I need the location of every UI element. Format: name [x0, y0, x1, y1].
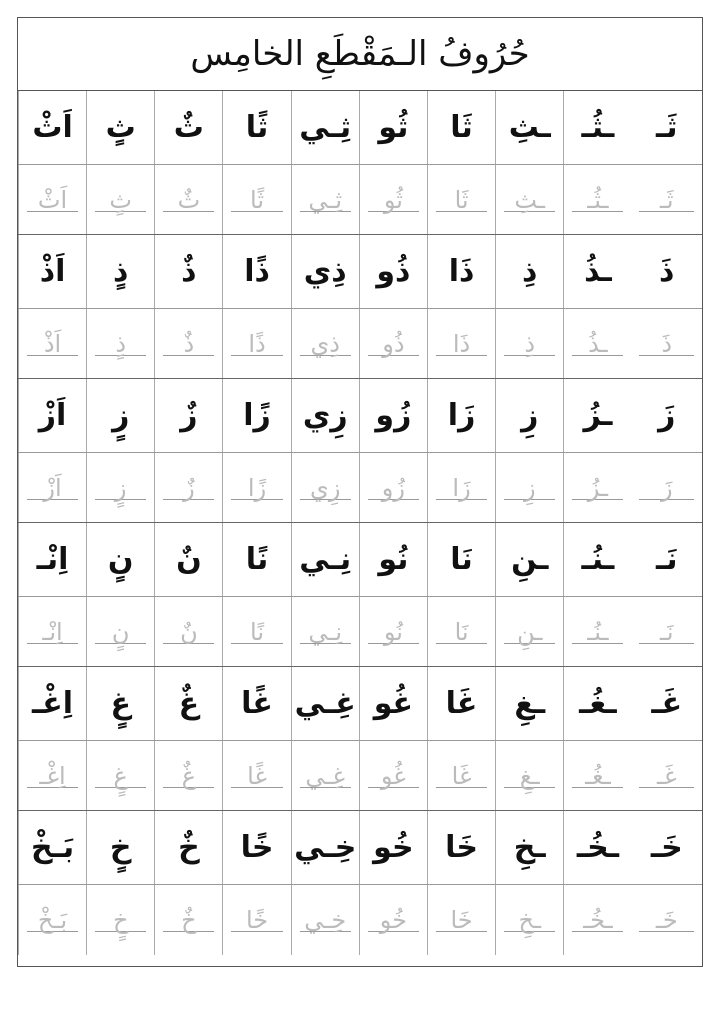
letter-cell: ذَ — [659, 254, 675, 289]
letter-cell: زَا — [427, 379, 495, 452]
tracing-cell — [154, 309, 222, 378]
letter-cell: ذَا — [427, 235, 495, 308]
letter-cell: اَذْ — [18, 235, 86, 308]
letter-cell: ذِي — [291, 235, 359, 308]
dotted-trace-text: نَـ — [659, 617, 674, 646]
tracing-cell — [563, 885, 631, 955]
tracing-cell — [86, 309, 154, 378]
letter-cell: نًا — [222, 523, 290, 596]
dotted-trace-text: بَـخْ — [37, 906, 68, 934]
tracing-row — [18, 885, 702, 955]
dotted-trace-text: اَزْ — [43, 473, 62, 502]
dotted-trace-text: غَا — [451, 761, 472, 790]
tracing-cell — [222, 597, 290, 666]
dotted-trace-text: ثَـ — [659, 185, 674, 214]
letter-cell: ـخِ — [495, 811, 563, 884]
tracing-cell — [563, 309, 631, 378]
dotted-trace-text: ـثُـ — [587, 185, 609, 214]
tracing-cell — [222, 885, 290, 955]
tracing-cell — [427, 309, 495, 378]
dotted-trace-text: ثًا — [250, 185, 265, 214]
letter-cell: اَزْ — [18, 379, 86, 452]
letter-cell: ـخُـ — [563, 811, 631, 884]
tracing-cell — [495, 885, 563, 955]
letter-cell: زُو — [359, 379, 427, 452]
letter-cell: خَا — [427, 811, 495, 884]
dotted-trace-text: ذًا — [248, 329, 266, 358]
dotted-trace-text: اِغْـ — [39, 761, 66, 790]
letter-cell: زِ — [495, 379, 563, 452]
letter-cell: ثَـ — [655, 110, 678, 145]
letter-cell: اِغْـ — [18, 667, 86, 740]
tracing-cell — [154, 165, 222, 234]
tracing-cell — [631, 453, 702, 522]
dotted-trace-text: زٍ — [114, 473, 127, 502]
tracing-cell — [86, 885, 154, 955]
tracing-cell — [222, 165, 290, 234]
tracing-cell — [18, 741, 86, 810]
tracing-cell — [291, 309, 359, 378]
dotted-trace-text: اَذْ — [43, 329, 62, 358]
letter-cell: ثٌ — [154, 91, 222, 164]
tracing-cell — [154, 885, 222, 955]
tracing-cell — [631, 597, 702, 666]
letter-cell: نَا — [427, 523, 495, 596]
tracing-cell — [291, 885, 359, 955]
tracing-cell — [495, 309, 563, 378]
letter-cell: ـثِ — [495, 91, 563, 164]
tracing-cell — [495, 165, 563, 234]
letters-row — [18, 379, 702, 453]
tracing-cell — [222, 453, 290, 522]
dotted-trace-text: خَا — [450, 906, 473, 934]
letters-grid — [18, 91, 702, 955]
letter-cell: ـثُـ — [563, 91, 631, 164]
dotted-trace-text: نٌ — [180, 617, 198, 646]
letter-cell: غٌ — [154, 667, 222, 740]
tracing-cell — [18, 309, 86, 378]
letter-cell: نَـ — [655, 542, 678, 577]
tracing-row — [18, 165, 702, 235]
dotted-trace-text: خٌ — [181, 906, 197, 934]
dotted-trace-text: ثَا — [454, 185, 469, 214]
tracing-cell — [359, 453, 427, 522]
tracing-cell — [86, 165, 154, 234]
dotted-trace-text: نًا — [250, 617, 265, 646]
dotted-trace-text: ثٍ — [109, 185, 132, 214]
tracing-cell — [222, 309, 290, 378]
tracing-cell — [18, 453, 86, 522]
dotted-trace-text: خَـ — [655, 906, 678, 934]
dotted-trace-text: ثٌ — [177, 185, 201, 214]
tracing-cell — [18, 597, 86, 666]
dotted-trace-text: زَ — [660, 473, 673, 502]
dotted-trace-text: زٌ — [183, 473, 195, 502]
dotted-trace-text: زِي — [310, 473, 341, 502]
letter-cell: خٌ — [154, 811, 222, 884]
dotted-trace-text: زِ — [523, 473, 536, 502]
letter-cell: اِنْـ — [18, 523, 86, 596]
letter-cell: ثُو — [359, 91, 427, 164]
tracing-cell — [427, 741, 495, 810]
dotted-trace-text: غَـ — [656, 761, 677, 790]
dotted-trace-text: ـذُ — [588, 329, 608, 358]
letter-cell: ـزُ — [563, 379, 631, 452]
dotted-trace-text: ـخِ — [518, 906, 541, 934]
tracing-row — [18, 309, 702, 379]
letter-cell: غُو — [359, 667, 427, 740]
dotted-trace-text: ذُو — [382, 329, 405, 358]
dotted-trace-text: ـغُـ — [585, 761, 611, 790]
letter-cell: ذِ — [495, 235, 563, 308]
tracing-cell — [86, 453, 154, 522]
letters-row — [18, 523, 702, 597]
dotted-trace-text: نَا — [454, 617, 469, 646]
letter-cell: ثِـي — [291, 91, 359, 164]
letter-cell: ذٌ — [154, 235, 222, 308]
dotted-trace-text: نُو — [383, 617, 403, 646]
letter-cell: نٌ — [154, 523, 222, 596]
tracing-cell — [563, 165, 631, 234]
dotted-trace-text: خًا — [245, 906, 269, 934]
letter-cell: زًا — [222, 379, 290, 452]
letter-cell: غًا — [222, 667, 290, 740]
page-title: حُرُوفُ الـمَقْطَعِ الخامِس — [18, 18, 702, 91]
letter-cell: خُو — [359, 811, 427, 884]
tracing-cell — [495, 741, 563, 810]
dotted-trace-text: ـغِ — [519, 761, 540, 790]
tracing-cell — [563, 453, 631, 522]
tracing-cell — [359, 309, 427, 378]
tracing-cell — [18, 885, 86, 955]
letter-cell: زِي — [291, 379, 359, 452]
tracing-cell — [631, 165, 702, 234]
letter-cell: غَـ — [651, 686, 683, 721]
tracing-row — [18, 741, 702, 811]
dotted-trace-text: ذِي — [310, 329, 340, 358]
dotted-trace-text: ذِ — [524, 329, 536, 358]
letter-cell: ذًا — [222, 235, 290, 308]
letter-cell: نِـي — [291, 523, 359, 596]
tracing-cell — [631, 885, 702, 955]
tracing-cell — [359, 885, 427, 955]
tracing-cell — [222, 741, 290, 810]
tracing-cell — [86, 597, 154, 666]
tracing-row — [18, 453, 702, 523]
tracing-cell — [427, 885, 495, 955]
letter-cell: نُو — [359, 523, 427, 596]
dotted-trace-text: ذٌ — [183, 329, 195, 358]
tracing-cell — [631, 309, 702, 378]
dotted-trace-text: غُو — [380, 761, 406, 790]
letter-cell: نٍ — [86, 523, 154, 596]
tracing-cell — [359, 597, 427, 666]
dotted-trace-text: ـزُ — [587, 473, 609, 502]
tracing-cell — [563, 597, 631, 666]
tracing-cell — [154, 597, 222, 666]
tracing-row — [18, 597, 702, 667]
letter-cell: ـغُـ — [563, 667, 631, 740]
tracing-cell — [427, 165, 495, 234]
dotted-trace-text: زُو — [381, 473, 405, 502]
letters-row — [18, 667, 702, 741]
dotted-trace-text: ذٍ — [115, 329, 127, 358]
letter-cell: ـنُـ — [563, 523, 631, 596]
dotted-trace-text: اِنْـ — [42, 617, 63, 646]
letter-cell: بَـخْ — [18, 811, 86, 884]
letter-cell: غٍ — [86, 667, 154, 740]
dotted-trace-text: نِـي — [308, 617, 343, 646]
letter-cell: ـذُ — [563, 235, 631, 308]
tracing-cell — [154, 741, 222, 810]
tracing-cell — [631, 741, 702, 810]
letter-cell: زَ — [658, 398, 676, 433]
dotted-trace-text: ثِـي — [308, 185, 343, 214]
tracing-cell — [427, 453, 495, 522]
tracing-cell — [495, 597, 563, 666]
letter-cell: ثَا — [427, 91, 495, 164]
letter-cell: ذٍ — [86, 235, 154, 308]
tracing-cell — [291, 165, 359, 234]
dotted-trace-text: ذَا — [452, 329, 471, 358]
dotted-trace-text: ـنُـ — [587, 617, 609, 646]
letter-cell: ثًا — [222, 91, 290, 164]
dotted-trace-text: غِـي — [305, 761, 346, 790]
letter-cell: زٌ — [154, 379, 222, 452]
letter-cell: اَثْ — [18, 91, 86, 164]
letter-cell: ذُو — [359, 235, 427, 308]
dotted-trace-text: ـنِ — [517, 617, 543, 646]
tracing-cell — [291, 597, 359, 666]
letter-cell: ـغِ — [495, 667, 563, 740]
letter-cell: ثٍ — [86, 91, 154, 164]
tracing-cell — [359, 741, 427, 810]
dotted-trace-text: خُو — [379, 906, 407, 934]
tracing-cell — [427, 597, 495, 666]
letter-cell: غِـي — [291, 667, 359, 740]
letter-cell: خِـي — [291, 811, 359, 884]
dotted-trace-text: خٍ — [112, 906, 129, 934]
tracing-cell — [359, 165, 427, 234]
letter-cell: غَا — [427, 667, 495, 740]
dotted-trace-text: غٌ — [181, 761, 197, 790]
letters-row — [18, 235, 702, 309]
letters-row — [18, 91, 702, 165]
dotted-trace-text: زًا — [247, 473, 267, 502]
letters-row — [18, 811, 702, 885]
dotted-trace-text: ـثِ — [514, 185, 546, 214]
letter-cell: خَـ — [650, 830, 683, 865]
letter-cell: زٍ — [86, 379, 154, 452]
tracing-cell — [291, 741, 359, 810]
dotted-trace-text: ثُو — [383, 185, 403, 214]
tracing-cell — [86, 741, 154, 810]
tracing-cell — [291, 453, 359, 522]
dotted-trace-text: اَثْ — [37, 185, 68, 214]
letter-cell: خًا — [222, 811, 290, 884]
worksheet — [17, 17, 703, 967]
tracing-cell — [18, 165, 86, 234]
letter-cell: ـنِ — [495, 523, 563, 596]
dotted-trace-text: غًا — [247, 761, 267, 790]
dotted-trace-text: ذَ — [661, 329, 673, 358]
dotted-trace-text: غٍ — [113, 761, 128, 790]
dotted-trace-text: ـخُـ — [583, 906, 613, 934]
dotted-trace-text: زَا — [452, 473, 471, 502]
tracing-cell — [563, 741, 631, 810]
tracing-cell — [154, 453, 222, 522]
tracing-cell — [495, 453, 563, 522]
letter-cell: خٍ — [86, 811, 154, 884]
dotted-trace-text: نٍ — [111, 617, 130, 646]
dotted-trace-text: خِـي — [304, 906, 347, 934]
